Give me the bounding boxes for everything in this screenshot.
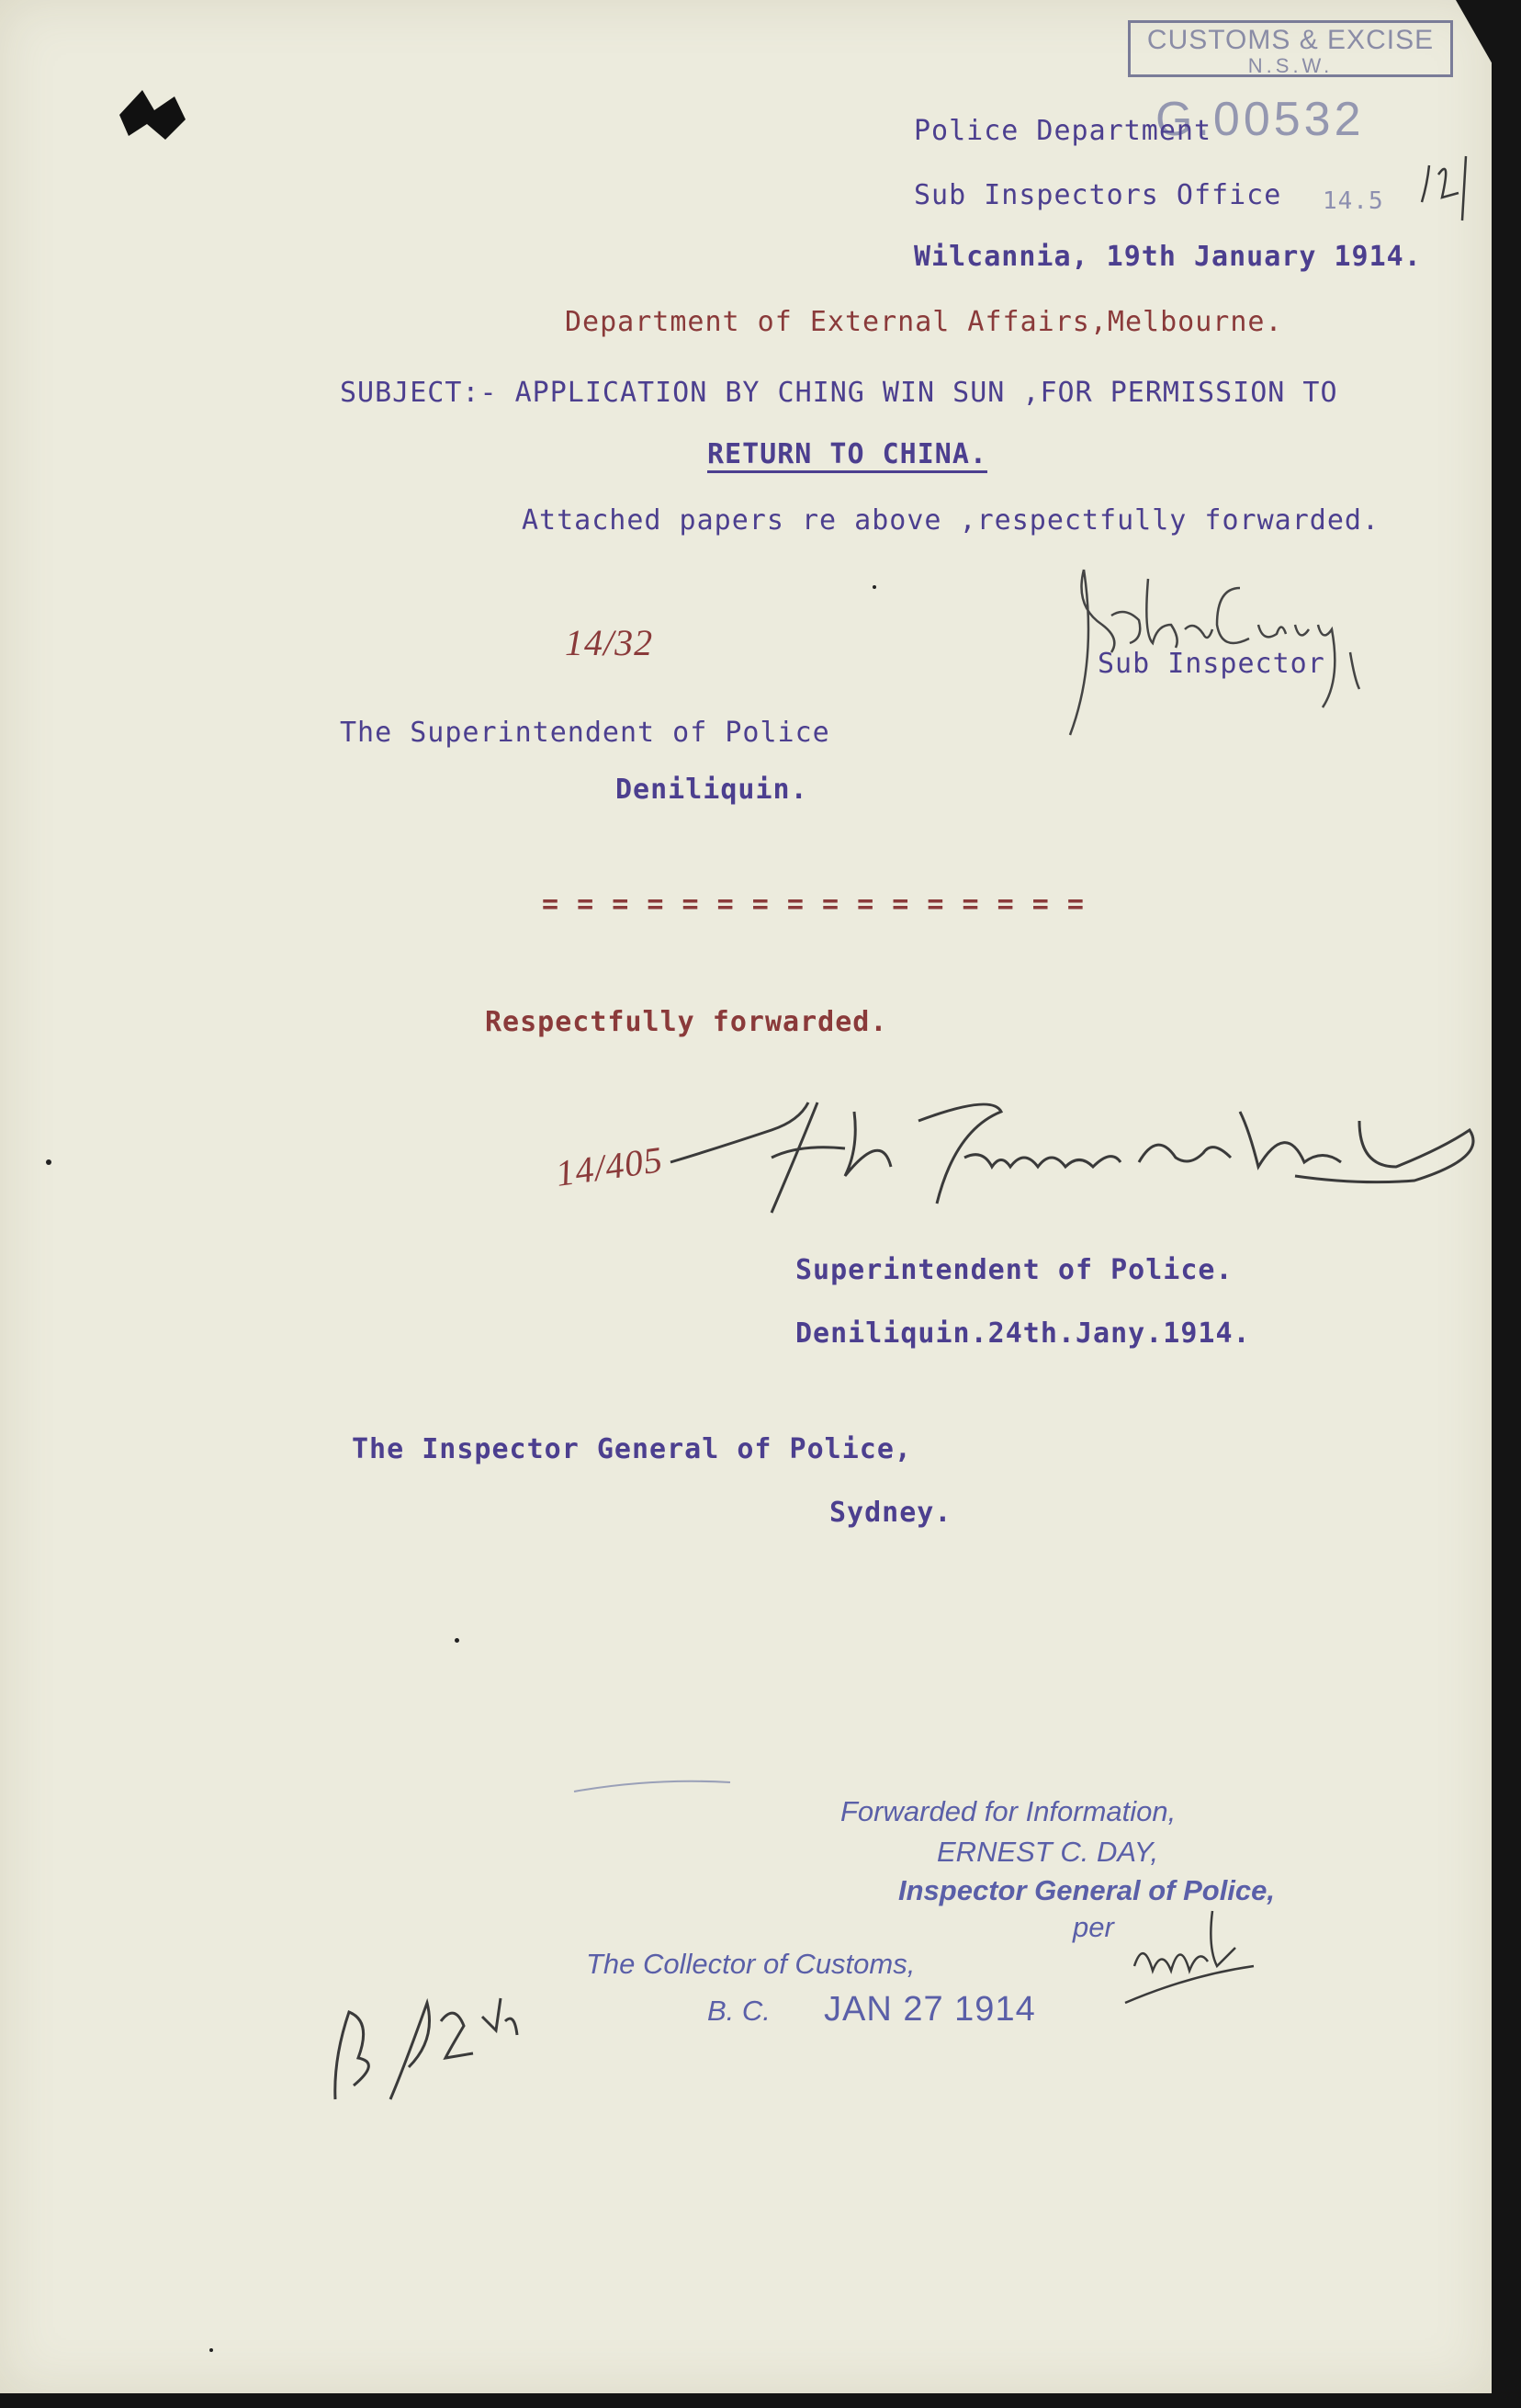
- bottom-handwritten-initials: [317, 1966, 528, 2113]
- ig-stamp-to: The Collector of Customs,: [586, 1948, 916, 1980]
- signature-2-title: Superintendent of Police.: [795, 1254, 1234, 1286]
- signature-2-place-date: Deniliquin.24th.Jany.1914.: [795, 1317, 1251, 1350]
- ig-stamp-bc: B. C.: [707, 1995, 771, 2027]
- customs-stamp-number: G.00532: [1155, 93, 1365, 146]
- customs-stamp-date: 14.5: [1323, 187, 1384, 215]
- recipient-department: Department of External Affairs,Melbourne.: [565, 306, 1283, 338]
- addressee-1-line2: Deniliquin.: [615, 774, 808, 806]
- customs-stamp-state: N.S.W.: [1247, 54, 1334, 77]
- ig-stamp-initials: [1116, 1893, 1263, 2012]
- subject-continuation: RETURN TO CHINA.: [707, 438, 987, 470]
- ig-stamp-per: per: [1073, 1911, 1114, 1943]
- customs-stamp-handwritten-number: [1414, 147, 1470, 230]
- separator-line: = = = = = = = = = = = = = = = =: [542, 888, 1085, 921]
- ig-stamp-line1: Forwarded for Information,: [840, 1795, 1177, 1827]
- file-reference-2: 14/405: [553, 1138, 666, 1194]
- paper-speck: [209, 2348, 213, 2352]
- paper-speck: [873, 585, 876, 589]
- addressee-2-line1: The Inspector General of Police,: [352, 1433, 912, 1465]
- paper-speck: [46, 1159, 51, 1165]
- scan-border-bottom: [0, 2393, 1521, 2408]
- ig-stamp-line3: Inspector General of Police,: [898, 1874, 1276, 1906]
- body-forwarded-line: Attached papers re above ,respectfully forwarded.: [522, 504, 1380, 537]
- header-department: Police Department: [914, 115, 1212, 147]
- header-office: Sub Inspectors Office: [914, 179, 1282, 211]
- customs-stamp-box: [1128, 20, 1453, 77]
- pencil-stroke: [569, 1778, 735, 1796]
- addressee-1-line1: The Superintendent of Police: [340, 717, 830, 749]
- customs-stamp-title: CUSTOMS & EXCISE: [1146, 25, 1435, 55]
- paper-speck: [455, 1638, 459, 1643]
- ig-stamp-line2: ERNEST C. DAY,: [937, 1836, 1159, 1868]
- punch-hole-mark: [110, 83, 193, 147]
- torn-corner: [1456, 0, 1493, 64]
- signature-trenchard: [661, 1075, 1506, 1249]
- ig-stamp-date: JAN 27 1914: [824, 1990, 1036, 2029]
- subject-line: SUBJECT:- APPLICATION BY CHING WIN SUN ,FOR PERMISSION TO: [340, 377, 1338, 409]
- file-reference-1: 14/32: [565, 622, 654, 663]
- respectfully-forwarded: Respectfully forwarded.: [485, 1006, 888, 1038]
- signature-1-title: Sub Inspector: [1098, 648, 1325, 680]
- addressee-2-line2: Sydney.: [829, 1497, 952, 1529]
- header-place-date: Wilcannia, 19th January 1914.: [914, 241, 1422, 273]
